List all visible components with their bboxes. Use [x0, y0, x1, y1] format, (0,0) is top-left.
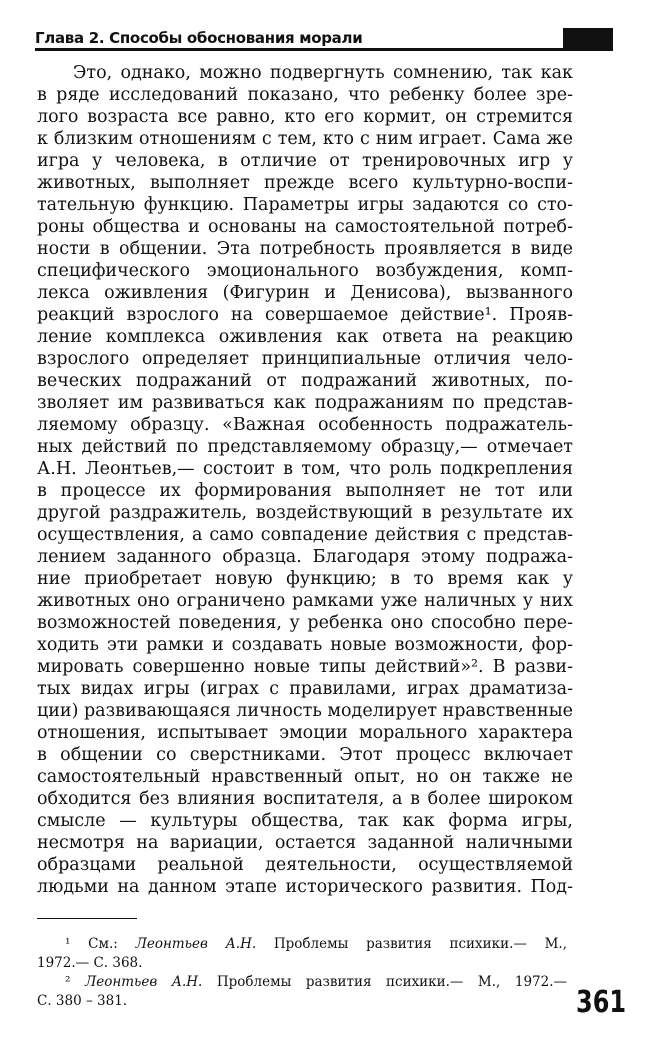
text-line: ходить эти рамки и создавать новые возможности, фор-	[37, 635, 573, 655]
text-line: лого возраста все равно, кто его кормит, он стремится	[37, 107, 573, 127]
text-line: А.Н. Леонтьев,— состоит в том, что роль подкрепления	[37, 459, 573, 479]
text-line: смысле — культуры общества, так как форма игры,	[37, 811, 573, 831]
text-line: Это, однако, можно подвергнуть сомнению, так как	[73, 63, 573, 83]
text-line: тых видах игры (играх с правилами, играх драматиза-	[37, 679, 573, 699]
text-line: образцами реальной деятельности, осуществляемой	[37, 855, 573, 875]
text-line: животных, выполняет прежде всего культурно-воспи-	[37, 173, 573, 193]
text-line: другой раздражитель, воздействующий в результате их	[37, 503, 573, 523]
footnote-1-number: ¹	[65, 936, 71, 952]
running-header	[35, 28, 613, 50]
text-line: взрослого определяет принципиальные отличия чело-	[37, 349, 573, 369]
text-line: реакций взрослого на совершаемое действие¹. Прояв-	[37, 305, 573, 325]
footnote-1-author: Леонтьев А.Н.	[135, 936, 257, 952]
footnote-2-title: Проблемы развития психики.— М., 1972.—	[216, 974, 567, 990]
footnotes	[37, 935, 567, 1011]
header-rule	[35, 48, 613, 51]
text-line: тательную функцию. Параметры игры задаются со сто-	[37, 195, 573, 215]
text-line: игра у человека, в отличие от тренировочных игр у	[37, 151, 573, 171]
text-line: веческих подражаний от подражаний животных, по-	[37, 371, 573, 391]
chapter-title: Глава 2. Способы обоснования морали	[35, 29, 363, 47]
text-line: лекса оживления (Фигурин и Денисова), вызванного	[37, 283, 573, 303]
header-black-tab	[563, 28, 613, 49]
text-line: самостоятельный нравственный опыт, но он также не	[37, 767, 573, 787]
text-line: ции) развивающаяся личность моделирует нравственные	[37, 701, 573, 721]
text-line: ности в общении. Эта потребность проявляется в виде	[37, 239, 573, 259]
text-line: отношения, испытывает эмоции морального характера	[37, 723, 573, 743]
text-line: ных действий по представляемому образцу,— отмечает	[37, 437, 573, 457]
footnote-2-continuation: С. 380 – 381.	[37, 993, 128, 1009]
text-line: к близким отношениям с тем, кто с ним играет. Сама же	[37, 129, 573, 149]
footnote-1-continuation: 1972.— С. 368.	[37, 955, 143, 971]
footnote-separator	[37, 918, 137, 919]
text-line: лением заданного образца. Благодаря этому подража-	[37, 547, 573, 567]
text-line: обходится без влияния воспитателя, а в более широком	[37, 789, 573, 809]
footnote-1-prefix: См.:	[88, 936, 118, 952]
text-line: в общении со сверстниками. Этот процесс включает	[37, 745, 573, 765]
text-line: ление комплекса оживления как ответа на реакцию	[37, 327, 573, 347]
footnote-2-number: ²	[65, 974, 71, 990]
footnote-2	[37, 973, 567, 992]
text-line: людьми на данном этапе исторического развития. Под-	[37, 877, 573, 897]
text-line: в процессе их формирования выполняет не тот или	[37, 481, 573, 501]
text-line: специфического эмоционального возбуждения, комп-	[37, 261, 573, 281]
text-line: роны общества и основаны на самостоятельной потреб-	[37, 217, 573, 237]
footnote-2-author: Леонтьев А.Н.	[84, 974, 203, 990]
text-line: животных оно ограничено рамками уже наличных у них	[37, 591, 573, 611]
footnote-1-title: Проблемы развития психики.— М.,	[273, 936, 567, 952]
body-text	[37, 62, 573, 898]
text-line: возможностей поведения, у ребенка оно способно пере-	[37, 613, 573, 633]
text-line: осуществления, а само совпадение действия с представ-	[37, 525, 573, 545]
text-line: ляемому образцу. «Важная особенность подражатель-	[37, 415, 573, 435]
footnote-1	[37, 935, 567, 954]
text-line: зволяет им развиваться как подражаниям по представ-	[37, 393, 573, 413]
text-line: несмотря на вариации, остается заданной наличными	[37, 833, 573, 853]
text-line: мировать совершенно новые типы действий»². В разви-	[37, 657, 573, 677]
text-line: в ряде исследований показано, что ребенку более зре-	[37, 85, 573, 105]
text-line: ние приобретает новую функцию; в то время как у	[37, 569, 573, 589]
page-number: 361	[576, 985, 627, 1020]
